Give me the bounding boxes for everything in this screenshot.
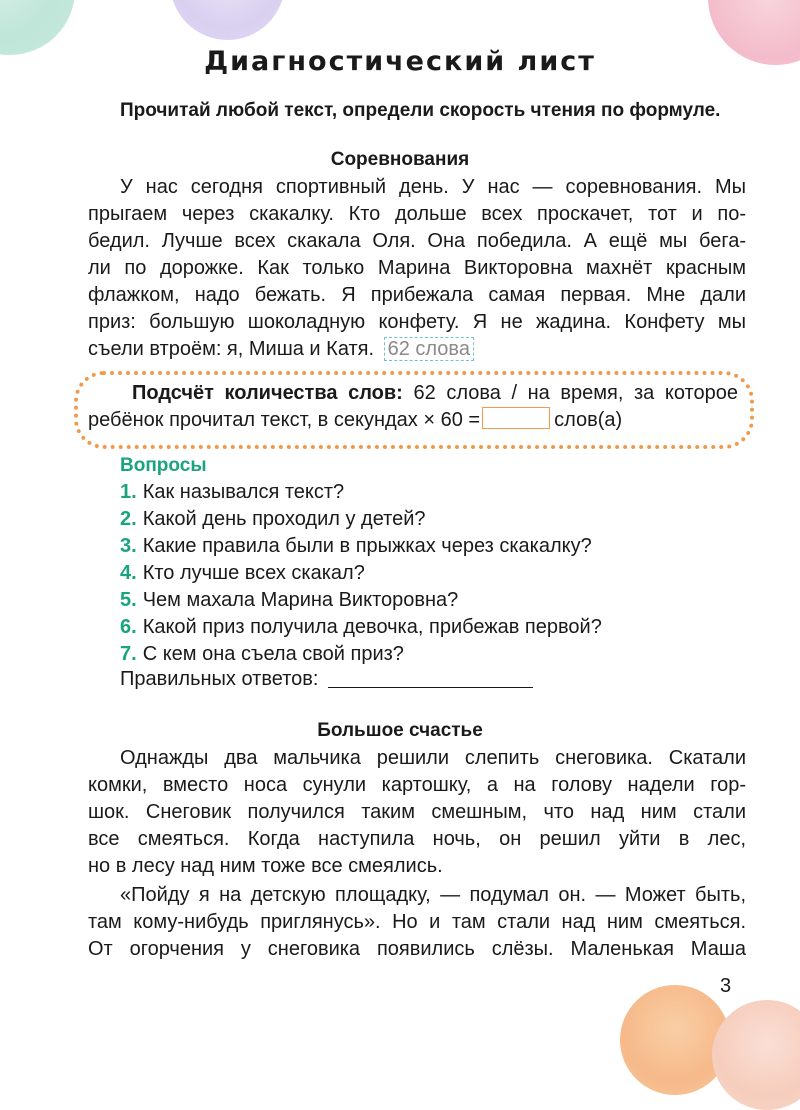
word-count-badge: 62 слова (384, 337, 474, 361)
question-item (120, 533, 602, 560)
question-number: 5. (120, 589, 137, 611)
story2-line: «Пойду я на детскую площадку, — подумал он. — Может быть, (120, 884, 746, 906)
story1-text (88, 174, 746, 363)
story1-line: приз: большую шоколадную конфету. Я не жадина. Конфету мы (88, 311, 746, 333)
story1-line: флажком, надо бежать. Я прибежала самая первая. Мне дали (88, 284, 746, 306)
story2-paragraph-1 (88, 745, 746, 880)
question-item (120, 506, 602, 533)
question-item (120, 479, 602, 506)
story2-line: шок. Снеговик получился таким смешным, что над ним стали (88, 801, 746, 823)
question-text: С кем она съела свой приз? (142, 643, 404, 665)
correct-answers-field[interactable] (328, 687, 533, 688)
correct-answers-row (120, 668, 533, 691)
question-text: Чем махала Марина Викторовна? (142, 589, 459, 611)
correct-answers-label: Правильных ответов: (120, 668, 319, 690)
story1-line: съели втроём: я, Миша и Катя. (88, 338, 375, 360)
formula-line-1 (88, 380, 738, 407)
story1-line: У нас сегодня спортивный день. У нас — соревнования. Мы (120, 176, 746, 198)
decor-blob-peach (712, 1000, 800, 1110)
page-title: Диагностический лист (204, 46, 596, 77)
story1-line: бедил. Лучше всех скакала Оля. Она победила. А ещё мы бега- (88, 230, 746, 252)
formula-part2: ребёнок прочитал текст, в секундах × 60 = (88, 409, 481, 431)
instruction: Прочитай любой текст, определи скорость чтения по формуле. (120, 100, 721, 121)
question-number: 7. (120, 643, 137, 665)
question-number: 3. (120, 535, 137, 557)
story1-last-line (88, 336, 746, 363)
formula-line-2 (88, 407, 738, 434)
question-text: Какой приз получила девочка, прибежав первой? (142, 616, 602, 638)
question-number: 4. (120, 562, 137, 584)
word-count-formula (88, 380, 738, 434)
question-text: Какие правила были в прыжках через скакалку? (142, 535, 592, 557)
questions-list (120, 479, 602, 668)
question-item (120, 614, 602, 641)
page-number: 3 (720, 975, 732, 997)
questions-heading: Вопросы (120, 455, 207, 476)
story2-line: все смеяться. Когда наступила ночь, он решил уйти в лес, (88, 828, 746, 850)
question-number: 6. (120, 616, 137, 638)
story2-title: Большое счастье (317, 720, 483, 741)
story1-line: ли по дорожке. Как только Марина Викторовна махнёт красным (88, 257, 746, 279)
story1-title: Соревнования (330, 149, 470, 170)
story2-line: От огорчения у снеговика появились слёзы. Маленькая Маша (88, 938, 746, 960)
story1-line: прыгаем через скакалку. Кто дольше всех проскачет, тот и по- (88, 203, 746, 225)
story2-paragraph-2 (88, 882, 746, 963)
question-text: Как назывался текст? (142, 481, 345, 503)
story2-line: Однажды два мальчика решили слепить снеговика. Скатали (120, 747, 746, 769)
question-text: Кто лучше всех скакал? (142, 562, 365, 584)
story2-line: но в лесу над ним тоже все смеялись. (88, 855, 443, 877)
question-number: 1. (120, 481, 137, 503)
word-count-label: Подсчёт количества слов: (132, 382, 403, 404)
question-item (120, 641, 602, 668)
formula-part1: 62 слова / на время, за которое (413, 382, 738, 404)
story2-line: комки, вместо носа сунули картошку, а на голову надели гор- (88, 774, 746, 796)
question-text: Какой день проходил у детей? (142, 508, 426, 530)
speed-answer-field[interactable] (482, 407, 550, 429)
decor-blob-lilac (170, 0, 285, 40)
formula-unit: слов(а) (554, 409, 623, 431)
story2-line: там кому-нибудь приглянусь». Но и там стали над ним смеяться. (88, 911, 746, 933)
question-number: 2. (120, 508, 137, 530)
question-item (120, 560, 602, 587)
question-item (120, 587, 602, 614)
